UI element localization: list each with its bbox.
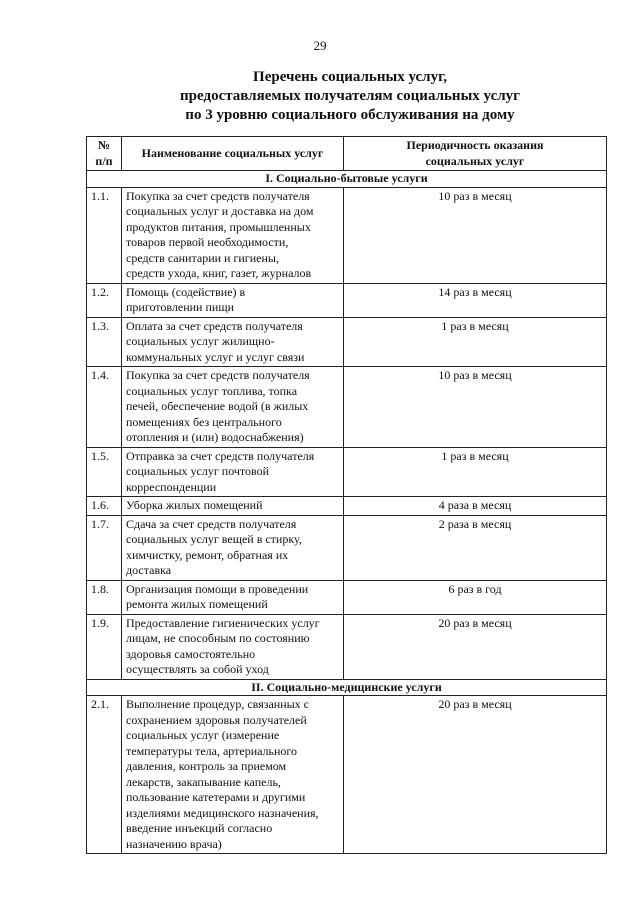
- service-frequency: 4 раза в месяц: [344, 497, 607, 516]
- services-table: [86, 136, 607, 854]
- service-name-line: Отправка за счет средств получателя: [126, 448, 315, 463]
- service-name: [122, 696, 344, 854]
- title-line: предоставляемых получателям социальных услуг: [180, 88, 520, 104]
- table-row: [87, 283, 607, 317]
- row-number: 1.8.: [87, 580, 122, 614]
- service-frequency: 1 раз в месяц: [344, 317, 607, 367]
- service-name-line: Сдача за счет средств получателя: [126, 516, 297, 531]
- service-frequency: 20 раз в месяц: [344, 614, 607, 679]
- service-name-line: введение инъекций согласно: [126, 821, 273, 835]
- section-row: [87, 171, 607, 188]
- row-number: 1.2.: [87, 283, 122, 317]
- service-name-line: социальных услуг почтовой: [126, 464, 270, 478]
- header-frequency-line: социальных услуг: [425, 153, 525, 168]
- row-number: 1.9.: [87, 614, 122, 679]
- table-row: [87, 497, 607, 516]
- service-name-line: осуществлять за собой уход: [126, 662, 269, 676]
- service-name-line: товаров первой необходимости,: [126, 235, 289, 249]
- row-number: 2.1.: [87, 696, 122, 854]
- page-number: 29: [313, 38, 327, 53]
- service-name-line: Предоставление гигиенических услуг: [126, 615, 320, 630]
- section-title: I. Социально-бытовые услуги: [87, 171, 607, 188]
- table-row: [87, 317, 607, 367]
- service-frequency: 10 раз в месяц: [344, 187, 607, 283]
- service-frequency: 2 раза в месяц: [344, 515, 607, 580]
- service-name-line: Уборка жилых помещений: [126, 498, 263, 512]
- service-name: [122, 614, 344, 679]
- table-row: [87, 515, 607, 580]
- service-name: [122, 497, 344, 516]
- row-number: 1.7.: [87, 515, 122, 580]
- table-row: [87, 696, 607, 854]
- service-frequency: 6 раз в год: [344, 580, 607, 614]
- service-name-line: коммунальных услуг и услуг связи: [126, 349, 305, 364]
- row-number: 1.1.: [87, 187, 122, 283]
- service-name-line: Выполнение процедур, связанных с: [126, 697, 310, 711]
- service-name: [122, 580, 344, 614]
- service-frequency: 10 раз в месяц: [344, 367, 607, 448]
- service-name-line: приготовлении пищи: [126, 300, 234, 314]
- service-frequency: 14 раз в месяц: [344, 283, 607, 317]
- service-name-line: сохранением здоровья получателей: [126, 712, 307, 727]
- service-name-line: печей, обеспечение водой (в жилых: [126, 399, 309, 413]
- table-header-row: [87, 137, 607, 171]
- service-name: [122, 447, 344, 497]
- service-name-line: лицам, не способным по состоянию: [126, 631, 310, 645]
- service-name-line: Покупка за счет средств получателя: [126, 188, 310, 203]
- service-name: [122, 317, 344, 367]
- service-name-line: давления, контроль за приемом: [126, 759, 287, 773]
- service-name-line: лекарств, закапывание капель,: [126, 774, 281, 789]
- service-name-line: Организация помощи в проведении: [126, 581, 309, 596]
- row-number: 1.4.: [87, 367, 122, 448]
- service-name-line: Оплата за счет средств получателя: [126, 318, 303, 333]
- service-name-line: здоровья самостоятельно: [126, 646, 256, 661]
- service-name-line: химчистку, ремонт, обратная их: [126, 547, 289, 562]
- service-name-line: назначению врача): [126, 836, 222, 851]
- row-number: 1.3.: [87, 317, 122, 367]
- title-line: Перечень социальных услуг,: [253, 69, 447, 85]
- service-name-line: Покупка за счет средств получателя: [126, 368, 310, 382]
- service-name-line: корреспонденции: [126, 479, 217, 494]
- row-number: 1.5.: [87, 447, 122, 497]
- service-frequency: 20 раз в месяц: [344, 696, 607, 854]
- table-row: [87, 187, 607, 283]
- header-frequency-line: Периодичность оказания: [406, 138, 544, 152]
- service-name-line: социальных услуг топлива, топка: [126, 383, 298, 398]
- service-name-line: ремонта жилых помещений: [126, 597, 268, 611]
- header-frequency: [344, 137, 607, 171]
- service-name-line: социальных услуг вещей в стирку,: [126, 532, 302, 546]
- service-name: [122, 367, 344, 448]
- service-name-line: социальных услуг (измерение: [126, 728, 280, 742]
- service-name-line: социальных услуг и доставка на дом: [126, 204, 314, 218]
- service-name: [122, 187, 344, 283]
- section-title: II. Социально-медицинские услуги: [87, 679, 607, 696]
- document-title: [0, 68, 640, 125]
- service-name-line: продуктов питания, промышленных: [126, 219, 311, 234]
- header-number: [87, 137, 122, 171]
- header-name-line: Наименование социальных услуг: [141, 145, 324, 160]
- service-frequency: 1 раз в месяц: [344, 447, 607, 497]
- service-name-line: пользование катетерами и другими: [126, 790, 306, 804]
- table-row: [87, 367, 607, 448]
- table-row: [87, 447, 607, 497]
- table-row: [87, 580, 607, 614]
- table-row: [87, 614, 607, 679]
- title-line: по 3 уровню социального обслуживания на дому: [185, 107, 515, 123]
- header-name: [122, 137, 344, 171]
- service-name: [122, 515, 344, 580]
- table-body: [87, 171, 607, 854]
- service-name-line: изделиями медицинского назначения,: [126, 805, 319, 820]
- service-name-line: социальных услуг жилищно-: [126, 334, 275, 348]
- service-name-line: средств ухода, книг, газет, журналов: [126, 266, 312, 280]
- service-name-line: средств санитарии и гигиены,: [126, 250, 279, 265]
- service-name-line: доставка: [126, 563, 172, 577]
- service-name-line: помещениях без центрального: [126, 414, 282, 429]
- row-number: 1.6.: [87, 497, 122, 516]
- service-name-line: температуры тела, артериального: [126, 743, 298, 758]
- service-name: [122, 283, 344, 317]
- service-name-line: отопления и (или) водоснабжения): [126, 430, 304, 444]
- header-number-line: п/п: [95, 153, 113, 168]
- section-row: [87, 679, 607, 696]
- header-number-line: №: [97, 138, 111, 152]
- service-name-line: Помощь (содействие) в: [126, 284, 246, 299]
